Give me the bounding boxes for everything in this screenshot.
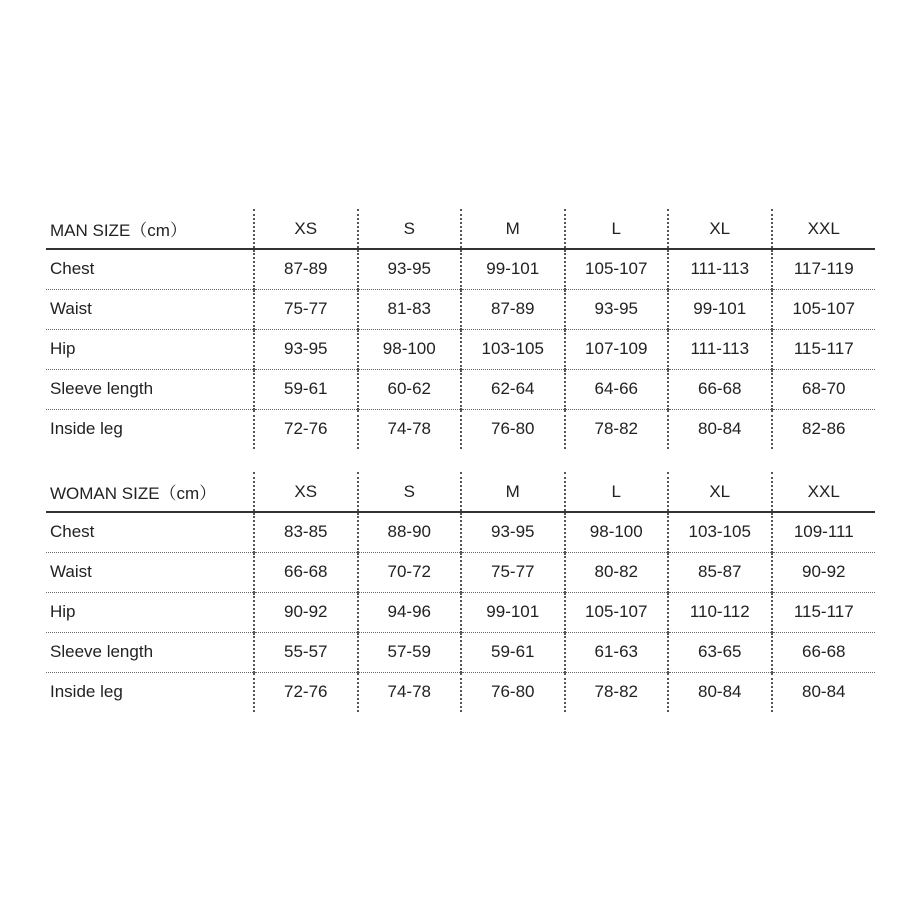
table-cell: 78-82 [565, 672, 669, 712]
row-label-waist: Waist [46, 289, 254, 329]
row-label-sleeve-length: Sleeve length [46, 369, 254, 409]
table-row [46, 672, 875, 712]
table-cell: 66-68 [254, 552, 358, 592]
man-size-table [46, 209, 875, 449]
table-cell: 66-68 [772, 632, 876, 672]
table-cell: 98-100 [358, 329, 462, 369]
table-cell: 93-95 [358, 249, 462, 289]
row-label-hip: Hip [46, 329, 254, 369]
table-cell: 66-68 [668, 369, 772, 409]
table-cell: 80-84 [668, 409, 772, 449]
table-cell: 99-101 [668, 289, 772, 329]
table-cell: 115-117 [772, 592, 876, 632]
row-label-chest: Chest [46, 512, 254, 552]
table-cell: 111-113 [668, 249, 772, 289]
table-cell: 74-78 [358, 672, 462, 712]
table-cell: 105-107 [772, 289, 876, 329]
table-cell: 103-105 [668, 512, 772, 552]
table-cell: 87-89 [461, 289, 565, 329]
table-cell: 87-89 [254, 249, 358, 289]
row-label-hip: Hip [46, 592, 254, 632]
table-cell: 105-107 [565, 592, 669, 632]
table-cell: 70-72 [358, 552, 462, 592]
table-cell: 117-119 [772, 249, 876, 289]
row-label-inside-leg: Inside leg [50, 419, 123, 439]
table-cell: 78-82 [565, 409, 669, 449]
size-header-xl: XL [668, 209, 772, 249]
table-cell: 55-57 [254, 632, 358, 672]
table-cell: 85-87 [668, 552, 772, 592]
table-cell: 59-61 [461, 632, 565, 672]
table-cell: 61-63 [565, 632, 669, 672]
table-cell: 68-70 [772, 369, 876, 409]
size-header-xxl: XXL [772, 472, 876, 512]
table-cell: 109-111 [772, 512, 876, 552]
table-cell: 80-84 [772, 672, 876, 712]
table-cell: 57-59 [358, 632, 462, 672]
size-header-xs: XS [254, 472, 358, 512]
table-row [46, 409, 875, 449]
table-row [46, 552, 875, 592]
table-cell: 111-113 [668, 329, 772, 369]
table-cell: 105-107 [565, 249, 669, 289]
man-table-title: MAN SIZE（cm） [46, 209, 254, 249]
man-header-row [46, 209, 875, 249]
table-row [46, 329, 875, 369]
size-header-l: L [565, 472, 669, 512]
table-row [46, 632, 875, 672]
row-label-sleeve-length: Sleeve length [46, 632, 254, 672]
table-cell: 103-105 [461, 329, 565, 369]
table-cell: 59-61 [254, 369, 358, 409]
table-cell: 62-64 [461, 369, 565, 409]
table-row [46, 592, 875, 632]
size-header-xxl: XXL [772, 209, 876, 249]
table-cell: 75-77 [254, 289, 358, 329]
table-cell: 88-90 [358, 512, 462, 552]
table-cell: 93-95 [565, 289, 669, 329]
woman-header-row [46, 472, 875, 512]
row-label-waist: Waist [46, 552, 254, 592]
size-header-s: S [358, 472, 462, 512]
size-header-xs: XS [254, 209, 358, 249]
table-cell: 115-117 [772, 329, 876, 369]
row-label-inside-leg: Inside leg [50, 682, 123, 702]
table-cell: 75-77 [461, 552, 565, 592]
row-label-chest: Chest [46, 249, 254, 289]
table-cell: 72-76 [254, 672, 358, 712]
table-cell: 93-95 [254, 329, 358, 369]
table-row [46, 512, 875, 552]
table-row [46, 369, 875, 409]
size-header-s: S [358, 209, 462, 249]
table-cell: 82-86 [772, 409, 876, 449]
table-cell: 76-80 [461, 672, 565, 712]
table-cell: 74-78 [358, 409, 462, 449]
table-cell: 98-100 [565, 512, 669, 552]
table-cell: 110-112 [668, 592, 772, 632]
table-cell: 94-96 [358, 592, 462, 632]
table-cell: 72-76 [254, 409, 358, 449]
table-row [46, 249, 875, 289]
woman-size-table [46, 472, 875, 712]
size-header-l: L [565, 209, 669, 249]
size-header-m: M [461, 472, 565, 512]
table-cell: 80-84 [668, 672, 772, 712]
woman-table-title: WOMAN SIZE（cm） [46, 472, 254, 512]
size-header-m: M [461, 209, 565, 249]
table-cell: 93-95 [461, 512, 565, 552]
table-cell: 81-83 [358, 289, 462, 329]
table-cell: 63-65 [668, 632, 772, 672]
size-header-xl: XL [668, 472, 772, 512]
table-cell: 90-92 [254, 592, 358, 632]
table-cell: 83-85 [254, 512, 358, 552]
table-cell: 107-109 [565, 329, 669, 369]
table-cell: 76-80 [461, 409, 565, 449]
table-cell: 99-101 [461, 249, 565, 289]
table-cell: 60-62 [358, 369, 462, 409]
table-cell: 99-101 [461, 592, 565, 632]
table-cell: 80-82 [565, 552, 669, 592]
table-cell: 90-92 [772, 552, 876, 592]
table-cell: 64-66 [565, 369, 669, 409]
table-row [46, 289, 875, 329]
